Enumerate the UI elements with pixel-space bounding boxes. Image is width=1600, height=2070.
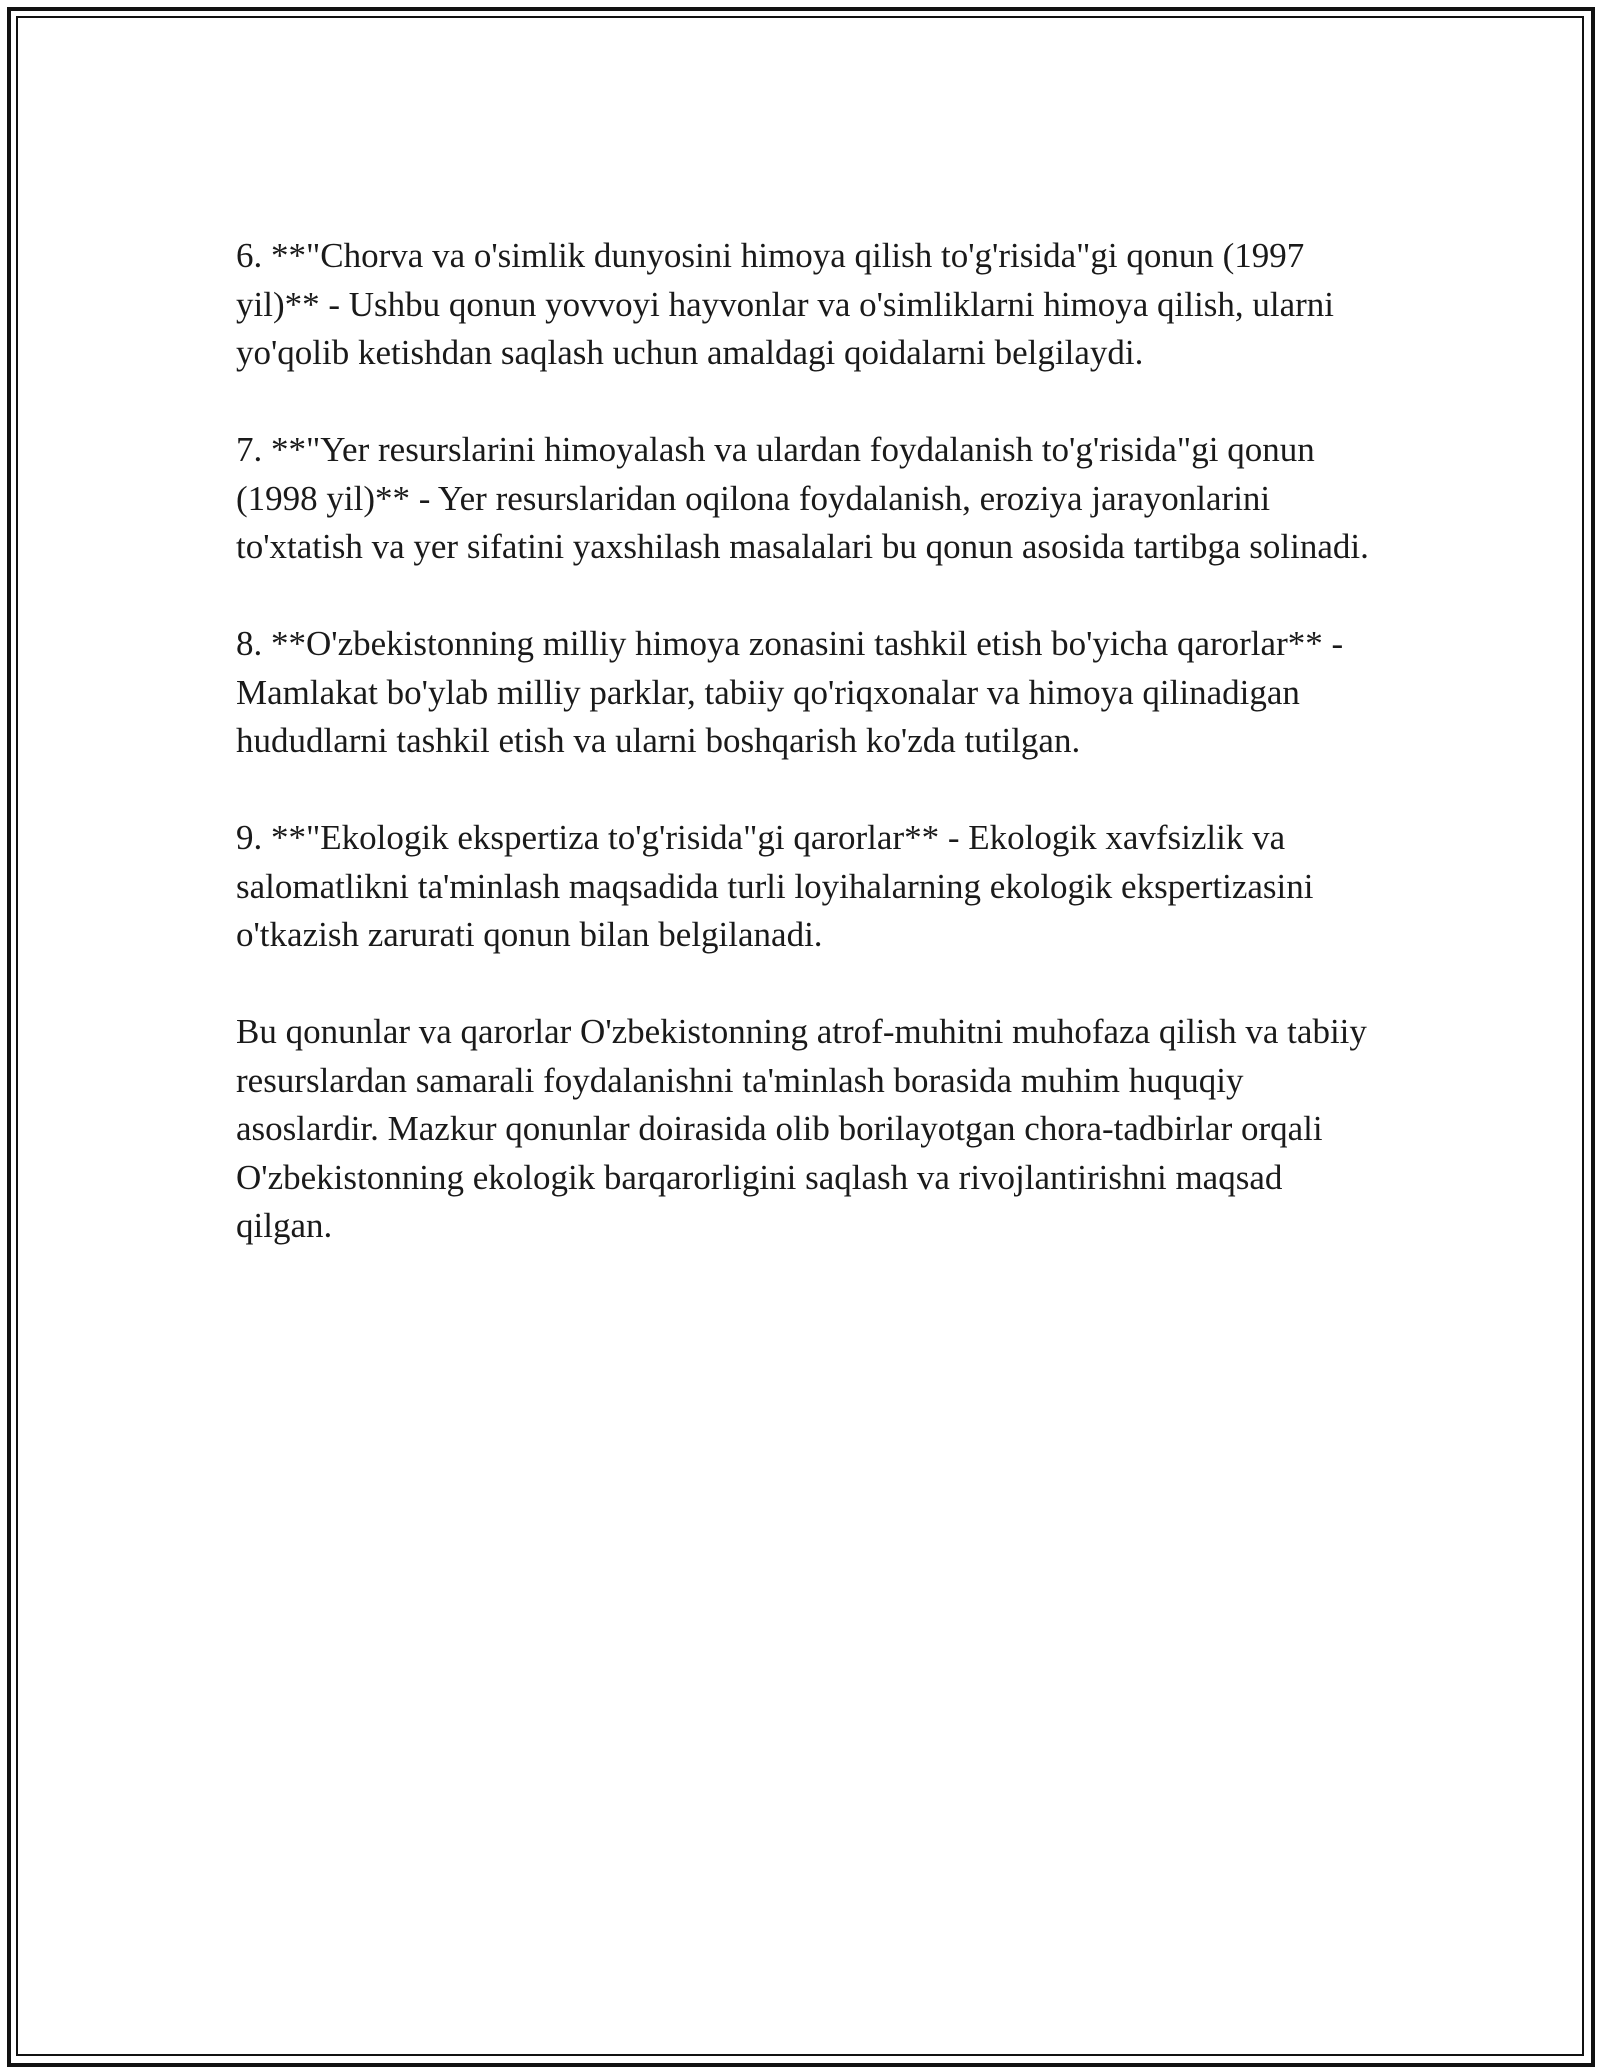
paragraph-item-8: 8. **O'zbekistonning milliy himoya zonasini tashkil etish bo'yicha qarorlar** - Mamlakat bo'ylab milliy parklar, tabiiy qo'riqxonalar va himoya qilinadigan hududlarni tashkil etish va ularni boshqarish ko'zda tutilgan. xyxy=(236,624,1344,760)
document-body xyxy=(236,232,1376,1299)
conclusion-paragraph: Bu qonunlar va qarorlar O'zbekistonning atrof-muhitni muhofaza qilish va tabiiy resurslardan samarali foydalanishni ta'minlash borasida muhim huquqiy asoslardir. Mazkur qonunlar doirasida olib borilayotgan chora-tadbirlar orqali O'zbekistonning ekologik barqarorligini saqlash va rivojlantirishni maqsad qilgan. xyxy=(236,1012,1367,1245)
paragraph-item-6: 6. **"Chorva va o'simlik dunyosini himoya qilish to'g'risida"gi qonun (1997 yil)** - Ushbu qonun yovvoyi hayvonlar va o'simliklarni himoya qilish, ularni yo'qolib ketishdan saqlash uchun amaldagi qoidalarni belgilaydi. xyxy=(236,236,1334,372)
paragraph-item-7: 7. **"Yer resurslarini himoyalash va ulardan foydalanish to'g'risida"gi qonun (1998 yil)** - Yer resurslaridan oqilona foydalanish, eroziya jarayonlarini to'xtatish va yer sifatini yaxshilash masalalari bu qonun asosida tartibga solinadi. xyxy=(236,430,1369,566)
paragraph-item-9: 9. **"Ekologik ekspertiza to'g'risida"gi qarorlar** - Ekologik xavfsizlik va salomatlikni ta'minlash maqsadida turli loyihalarning ekologik ekspertizasini o'tkazish zarurati qonun bilan belgilanadi. xyxy=(236,818,1314,954)
